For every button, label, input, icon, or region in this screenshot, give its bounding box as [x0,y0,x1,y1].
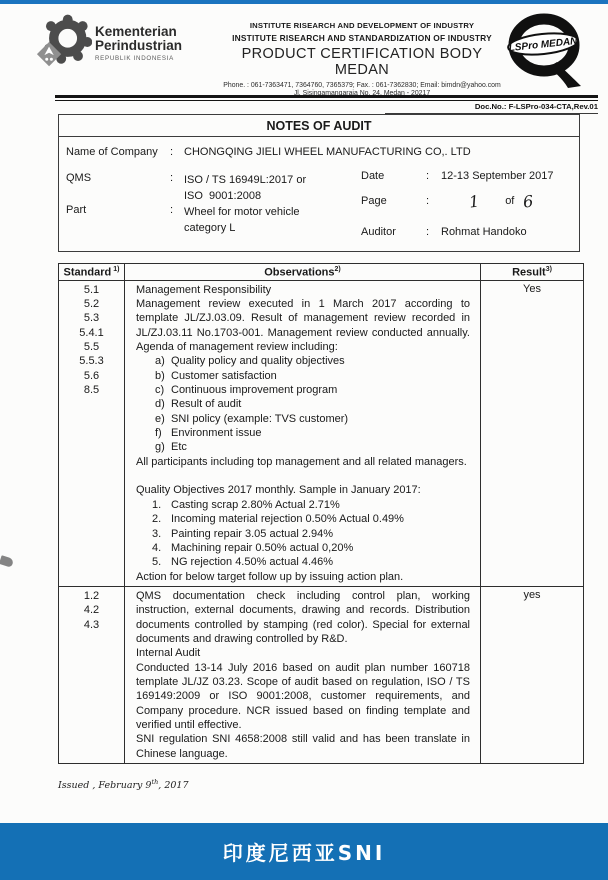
page-of-label: of [505,195,515,207]
colon: : [426,170,430,182]
table-row2-standards [59,587,125,763]
standard-number: 5.4.1 [79,326,104,339]
standard-footnote-ref: 1) [113,266,120,273]
list-marker: d) [155,398,165,411]
institute-line2: INSTITUTE RISEARCH AND STANDARDIZATION OF INDUSTRY [232,33,492,43]
observation-line [136,469,470,483]
part-label: Part [66,204,87,216]
qms-label: QMS [66,172,92,184]
observation-line: verified until effective. [136,718,242,731]
bottom-banner [0,823,608,880]
page-field [361,191,554,213]
ministry-name [92,13,182,100]
observation-line: instruction, external documents, drawing and records. Distribution [136,604,470,617]
observation-line: Agenda of management review including: [136,341,338,354]
lspro-medan-logo [502,13,596,100]
ministry-name-line2: Perindustrian [95,38,183,53]
observation-line: 4. Machining repair 0.50% actual 0,20% [152,541,354,554]
list-marker: c) [155,384,165,397]
issued-date-line: Issued , February 9th, 2017 [58,778,189,792]
table-row2-observations [125,587,481,763]
observation-line: 169149:2009 or ISO 9001:2008, customer requirements, and [136,690,470,703]
list-marker: a) [155,355,165,368]
observation-line: template JL/ZJ.03.09. Result of management review recorded in [136,312,470,325]
observation-line: Action for below target follow up by issuing action plan. [136,570,404,583]
company-value: CHONGQING JIELI WHEEL MANUFACTURING CO,. LTD [184,146,471,158]
standard-number: 5.5 [83,341,100,354]
observation-line: JL/ZJ.03.11 No.1703-001. Management review conducted annually. [136,326,470,339]
part-value-line2: category L [184,222,236,234]
list-marker: 1. [152,498,162,511]
standard-number: 8.5 [83,384,100,397]
list-marker: g) [155,441,165,454]
doc-number: Doc.No.: F-LSPro-034-CTA,Rev.01 [385,102,598,114]
top-accent-bar [0,0,608,4]
observation-line: Management Responsibility [136,283,272,296]
right-field-group [361,170,554,239]
colon: : [170,172,174,184]
observation-line: g) Etc [155,441,187,454]
list-marker: 4. [152,541,162,554]
column-header-observations: Observations$^{2)}$ [125,264,481,281]
observation-line: documents and drawing controlled by R&D. [136,632,348,645]
observation-line: Company procedure. NCR issued based on finding template and [136,704,470,717]
observation-line: Chinese language. [136,747,228,760]
observation-line: c) Continuous improvement program [155,384,338,397]
page-current-handwritten: 1 [467,191,481,212]
auditor-value: Rohmat Handoko [441,226,527,238]
part-value [184,204,300,236]
observation-line: Conducted 13-14 July 2016 based on audit plan number 160718 [136,661,470,674]
colon: : [426,195,430,207]
part-value-line1: Wheel for motor vehicle [184,206,300,218]
page-label: Page [361,195,387,207]
standard-number: 1.2 [83,589,100,602]
observation-line: Quality Objectives 2017 monthly. Sample in January 2017: [136,484,421,497]
header-divider-rule [55,95,598,101]
notes-of-audit-box [58,114,580,252]
observation-line: QMS documentation check including control plan, working [136,589,470,602]
auditor-label: Auditor [361,226,396,238]
list-marker: e) [155,412,165,425]
qms-value-line1: ISO / TS 16949L:2017 or [184,174,307,186]
scan-artifact [0,555,14,568]
observation-line: 5. NG rejection 4.50% actual 4.46% [152,556,334,569]
form-title: NOTES OF AUDIT [59,115,579,137]
list-marker: 5. [152,556,162,569]
list-marker: 3. [152,527,162,540]
observations-footnote-ref: 2) [334,266,341,273]
ordinal-suffix: th [151,778,159,786]
table-row2-result: yes [523,588,541,601]
institute-line1: INSTITUTE RISEARCH AND DEVELOPMENT OF INDUSTRY [249,21,475,30]
qms-value [184,172,306,204]
column-header-standard: Standard $^{1)}$ [59,264,125,281]
column-header-result: Result$^{3)}$ [481,264,583,281]
observation-line: b) Customer satisfaction [155,369,277,382]
ministry-gear-icon [36,13,92,71]
form-fields [59,137,579,236]
institute-heading [222,13,502,100]
colon: : [170,146,174,158]
standard-number: 4.3 [83,618,100,631]
observation-line: 2. Incoming material rejection 0.50% Actual 0.49% [152,513,404,526]
table-row1-observations [125,281,481,587]
observation-line: d) Result of audit [155,398,242,411]
observation-line: SNI regulation SNI 4658:2008 still valid and has been translate in [136,733,470,746]
standard-number: 5.6 [83,369,100,382]
observation-line: a) Quality policy and quality objectives [155,355,345,368]
standard-number: 5.1 [83,283,100,296]
ministry-logo-block [36,13,222,100]
standard-number: 5.3 [83,312,100,325]
qms-value-line2: ISO 9001:2008 [184,190,262,202]
page-total-handwritten: 6 [522,191,535,212]
observation-line: f) Environment issue [155,427,262,440]
letterhead [36,13,596,100]
ministry-name-line3: REPUBLIK INDONESIA [95,55,174,62]
result-footnote-ref: 3) [545,266,552,273]
colon: : [426,226,430,238]
ministry-name-line1: Kementerian [95,24,177,39]
list-marker: b) [155,369,165,382]
observation-line: documents controlled by stamping (red color). Special for external [136,618,470,631]
observation-line: Internal Audit [136,647,201,660]
observation-line: 3. Painting repair 3.05 actual 2.94% [152,527,334,540]
date-field [361,170,554,183]
observation-line: template JL/JZ 03.23. Scope of audit based on regulation, ISO / TS [136,675,470,688]
table-row1-result: Yes [481,281,583,587]
list-marker: 2. [152,513,162,526]
standard-number: 5.5.3 [79,355,104,368]
auditor-field [361,226,554,239]
table-row1-standards [59,281,125,587]
date-label: Date [361,170,385,182]
list-marker: f) [155,427,162,440]
observation-line: Management review executed in 1 March 2017 according to [136,298,470,310]
company-field [66,146,579,159]
observation-line: All participants including top management and all related managers. [136,455,467,468]
observation-line: e) SNI policy (example: TVS customer) [155,412,349,425]
contact-line: Phone. : 061-7363471, 7364760, 7365379; Fax. : 061-7362830; Email: bimdn@yahoo.com [223,82,501,89]
standard-number: 4.2 [83,604,100,617]
address-line: Jl. Sisingamangaraja No. 24, Medan - 20217 [293,90,431,97]
standard-number: 5.2 [83,298,100,310]
audit-table [58,263,584,764]
bottom-banner-text: 印度尼西亚SNI [222,841,386,865]
certification-body-name: PRODUCT CERTIFICATION BODY MEDAN [241,46,483,78]
date-value: 12-13 September 2017 [441,170,554,182]
company-label: Name of Company [66,146,158,158]
colon: : [170,204,174,216]
observation-line: 1. Casting scrap 2.80% Actual 2.71% [152,498,340,511]
lspro-logo-text: LSPro MEDAN [508,35,578,55]
